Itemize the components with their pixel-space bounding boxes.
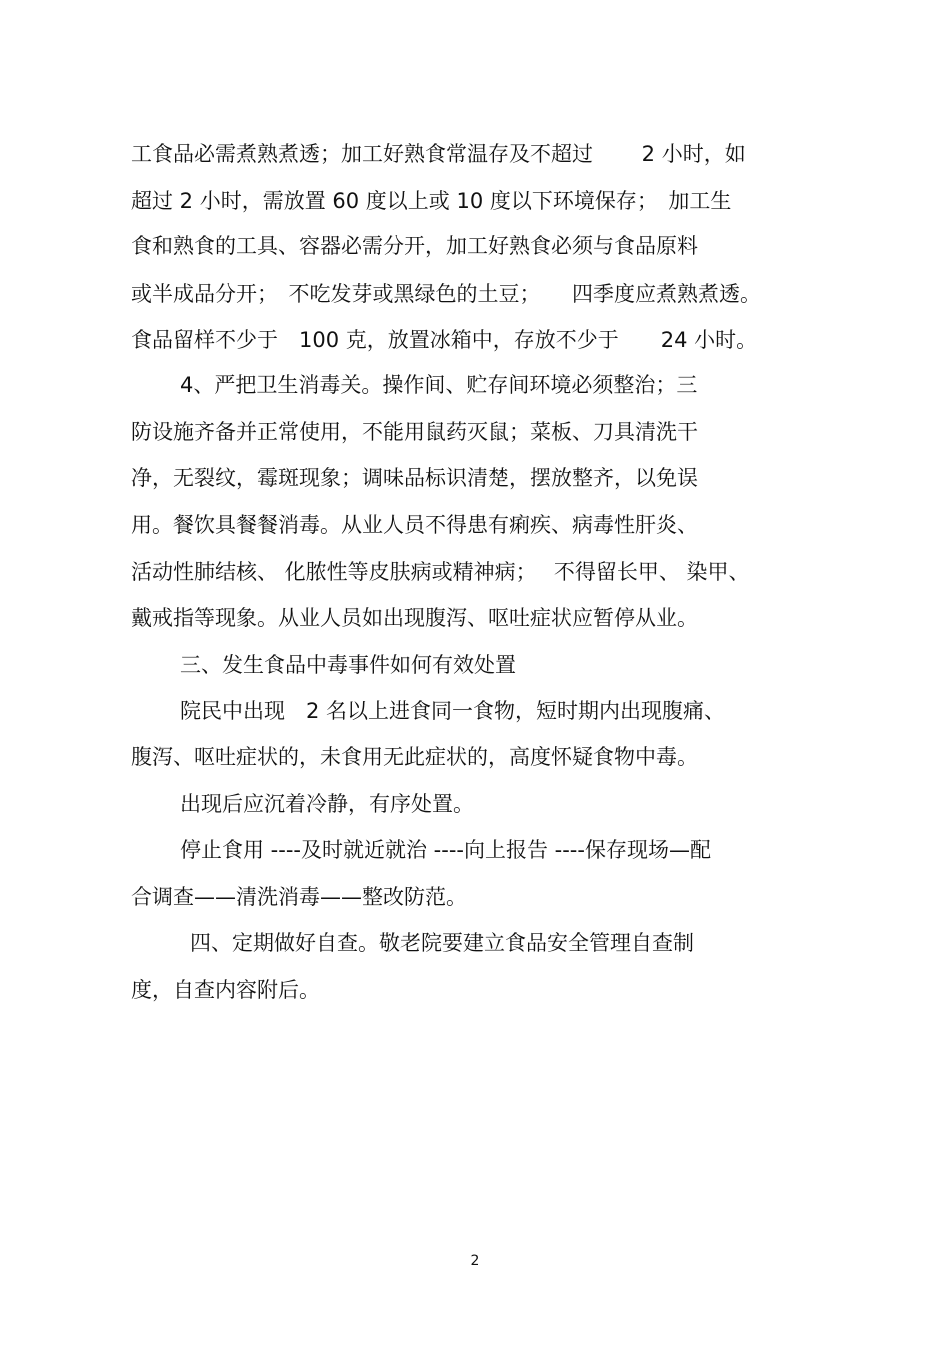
text-line: 度，自查内容附后。	[131, 978, 320, 1002]
text-line: 食和熟食的工具、容器必需分开，加工好熟食必须与食品原料	[131, 234, 698, 258]
procedure-line: 停止食用 ----及时就近就治 ----向上报告 ----保存现场—配	[180, 838, 711, 862]
text-line: 工食品必需煮熟煮透；加工好熟食常温存及不超过 2 小时，如	[131, 142, 746, 166]
text-line: 防设施齐备并正常使用，不能用鼠药灭鼠；菜板、刀具清洗干	[131, 420, 698, 444]
text-line: 院民中出现 2 名以上进食同一食物，短时期内出现腹痛、	[180, 699, 726, 723]
text-line: 用。餐饮具餐餐消毒。从业人员不得患有痢疾、病毒性肝炎、	[131, 513, 698, 537]
text-line: 或半成品分开； 不吃发芽或黑绿色的土豆； 四季度应煮熟煮透。	[131, 282, 761, 306]
section-3-heading: 三、发生食品中毒事件如何有效处置	[180, 653, 516, 677]
text-line: 出现后应沉着冷静，有序处置。	[180, 792, 474, 816]
text-line: 戴戒指等现象。从业人员如出现腹泻、呕吐症状应暂停从业。	[131, 606, 698, 630]
text-line: 食品留样不少于 100 克，放置冰箱中，存放不少于 24 小时。	[131, 328, 758, 352]
page-number: 2	[470, 1253, 480, 1269]
section-4-self-check-heading-line: 四、定期做好自查。敬老院要建立食品安全管理自查制	[190, 931, 694, 955]
text-line: 超过 2 小时，需放置 60 度以上或 10 度以下环境保存； 加工生	[131, 189, 732, 213]
text-line: 活动性肺结核、 化脓性等皮肤病或精神病； 不得留长甲、 染甲、	[131, 560, 750, 584]
text-line: 腹泻、呕吐症状的，未食用无此症状的，高度怀疑食物中毒。	[131, 745, 698, 769]
text-line: 净，无裂纹，霉斑现象；调味品标识清楚，摆放整齐，以免误	[131, 466, 698, 490]
procedure-line: 合调查——清洗消毒——整改防范。	[131, 885, 467, 909]
section-4-heading-line: 4、严把卫生消毒关。操作间、贮存间环境必须整治；三	[180, 373, 698, 397]
